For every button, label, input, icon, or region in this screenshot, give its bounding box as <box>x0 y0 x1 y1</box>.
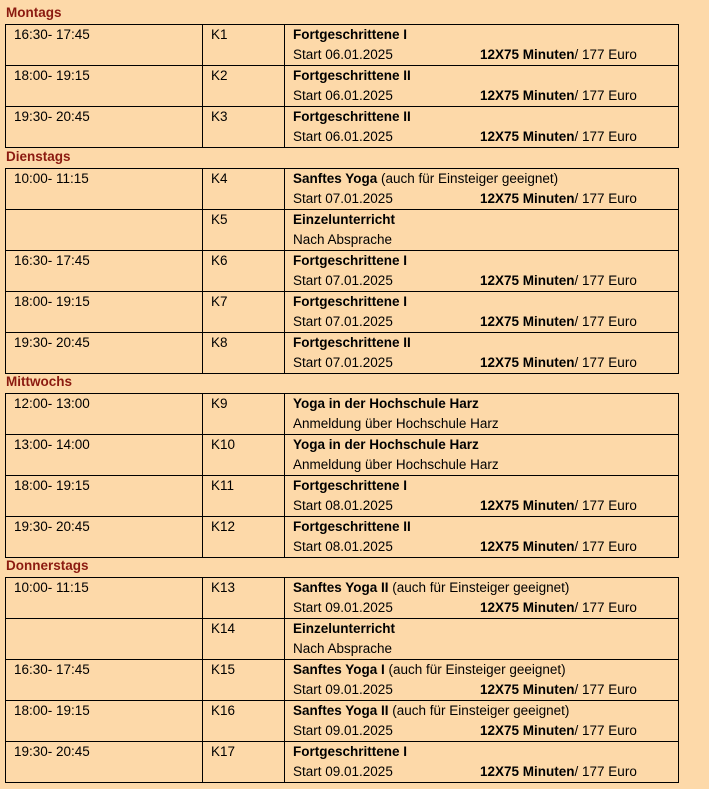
course-description-cell <box>285 517 679 558</box>
course-title-line <box>293 701 678 721</box>
course-price: / 177 Euro <box>574 682 637 697</box>
course-note: (auch für Einsteiger geeignet) <box>388 703 570 718</box>
course-code-cell: K4 <box>203 169 285 210</box>
table-row <box>6 210 679 251</box>
table-row <box>6 701 679 742</box>
course-duration: 12X75 Minuten <box>480 355 575 370</box>
time-cell: 12:00- 13:00 <box>6 394 203 435</box>
course-duration: 12X75 Minuten <box>480 314 575 329</box>
course-sub-line <box>293 537 678 557</box>
course-start: Anmeldung über Hochschule Harz <box>293 416 499 431</box>
time-cell: 19:30- 20:45 <box>6 742 203 783</box>
course-title: Fortgeschrittene I <box>293 744 408 759</box>
course-title: Fortgeschrittene I <box>293 27 408 42</box>
course-start: Anmeldung über Hochschule Harz <box>293 457 499 472</box>
course-description-cell <box>285 742 679 783</box>
course-description-cell <box>285 578 679 619</box>
time-cell <box>6 619 203 660</box>
course-title: Yoga in der Hochschule Harz <box>293 437 479 452</box>
course-description-cell <box>285 619 679 660</box>
table-row <box>6 476 679 517</box>
course-title-line <box>293 742 678 762</box>
course-start: Start 08.01.2025 <box>293 539 393 554</box>
table-row <box>6 25 679 66</box>
day-heading: Montags <box>6 5 62 20</box>
course-title-line <box>293 107 678 127</box>
course-code-cell: K3 <box>203 107 285 148</box>
course-note: (auch für Einsteiger geeignet) <box>384 662 566 677</box>
course-sub-line <box>293 762 678 782</box>
course-code-cell: K5 <box>203 210 285 251</box>
course-duration-price <box>480 271 637 291</box>
course-price: / 177 Euro <box>574 539 637 554</box>
table-row <box>6 251 679 292</box>
course-note: (auch für Einsteiger geeignet) <box>377 171 559 186</box>
course-start: Start 07.01.2025 <box>293 191 393 206</box>
course-sub-line <box>293 721 678 741</box>
course-title: Fortgeschrittene I <box>293 478 408 493</box>
course-code-cell: K7 <box>203 292 285 333</box>
course-sub-line <box>293 496 678 516</box>
time-cell: 18:00- 19:15 <box>6 476 203 517</box>
course-description-cell <box>285 292 679 333</box>
course-title: Fortgeschrittene I <box>293 294 408 309</box>
course-title-line <box>293 66 678 86</box>
course-title: Fortgeschrittene II <box>293 335 411 350</box>
schedule-table <box>5 393 679 558</box>
course-sub-line <box>293 639 678 659</box>
course-title-line <box>293 517 678 537</box>
course-price: / 177 Euro <box>574 355 637 370</box>
course-start: Start 09.01.2025 <box>293 764 393 779</box>
table-row <box>6 66 679 107</box>
time-cell: 13:00- 14:00 <box>6 435 203 476</box>
time-cell: 18:00- 19:15 <box>6 701 203 742</box>
course-code-cell: K13 <box>203 578 285 619</box>
course-description-cell <box>285 701 679 742</box>
course-sub-line <box>293 414 678 434</box>
course-duration: 12X75 Minuten <box>480 191 575 206</box>
course-code-cell: K11 <box>203 476 285 517</box>
course-start: Start 09.01.2025 <box>293 682 393 697</box>
course-duration-price <box>480 496 637 516</box>
course-duration: 12X75 Minuten <box>480 600 575 615</box>
course-code-cell: K15 <box>203 660 285 701</box>
course-duration: 12X75 Minuten <box>480 88 575 103</box>
course-start: Start 06.01.2025 <box>293 88 393 103</box>
course-title-line <box>293 435 678 455</box>
course-title-line <box>293 25 678 45</box>
course-title-line <box>293 660 678 680</box>
course-title-line <box>293 578 678 598</box>
course-sub-line <box>293 189 678 209</box>
table-row <box>6 619 679 660</box>
course-price: / 177 Euro <box>574 600 637 615</box>
course-title-line <box>293 394 678 414</box>
time-cell: 10:00- 11:15 <box>6 169 203 210</box>
course-title: Einzelunterricht <box>293 212 396 227</box>
course-sub-line <box>293 271 678 291</box>
course-start: Start 06.01.2025 <box>293 47 393 62</box>
day-heading: Mittwochs <box>6 374 72 389</box>
course-code-cell: K8 <box>203 333 285 374</box>
course-title: Yoga in der Hochschule Harz <box>293 396 479 411</box>
course-title-line <box>293 169 678 189</box>
course-title-line <box>293 619 678 639</box>
course-duration: 12X75 Minuten <box>480 47 575 62</box>
course-duration: 12X75 Minuten <box>480 539 575 554</box>
course-sub-line <box>293 455 678 475</box>
course-code-cell: K17 <box>203 742 285 783</box>
table-row <box>6 333 679 374</box>
time-cell: 16:30- 17:45 <box>6 251 203 292</box>
course-duration-price <box>480 353 637 373</box>
time-cell: 19:30- 20:45 <box>6 517 203 558</box>
day-heading: Dienstags <box>6 149 71 164</box>
course-duration-price <box>480 598 637 618</box>
course-code-cell: K9 <box>203 394 285 435</box>
time-cell: 16:30- 17:45 <box>6 660 203 701</box>
course-duration: 12X75 Minuten <box>480 764 575 779</box>
course-price: / 177 Euro <box>574 314 637 329</box>
course-duration: 12X75 Minuten <box>480 498 575 513</box>
course-description-cell <box>285 333 679 374</box>
course-sub-line <box>293 86 678 106</box>
table-row <box>6 578 679 619</box>
course-price: / 177 Euro <box>574 764 637 779</box>
table-row <box>6 517 679 558</box>
course-duration: 12X75 Minuten <box>480 129 575 144</box>
course-start: Start 07.01.2025 <box>293 273 393 288</box>
course-description-cell <box>285 394 679 435</box>
schedule-table <box>5 24 679 148</box>
course-description-cell <box>285 210 679 251</box>
course-code-cell: K1 <box>203 25 285 66</box>
course-description-cell <box>285 435 679 476</box>
course-duration-price <box>480 721 637 741</box>
course-title-line <box>293 210 678 230</box>
course-title-line <box>293 476 678 496</box>
time-cell: 10:00- 11:15 <box>6 578 203 619</box>
course-duration-price <box>480 45 637 65</box>
course-duration-price <box>480 312 637 332</box>
course-sub-line <box>293 353 678 373</box>
course-title: Sanftes Yoga <box>293 171 378 186</box>
course-description-cell <box>285 25 679 66</box>
course-title: Einzelunterricht <box>293 621 396 636</box>
course-start: Start 07.01.2025 <box>293 314 393 329</box>
course-title: Sanftes Yoga II <box>293 580 389 595</box>
course-code-cell: K16 <box>203 701 285 742</box>
course-title: Fortgeschrittene II <box>293 519 411 534</box>
day-heading: Donnerstags <box>6 558 89 573</box>
course-duration: 12X75 Minuten <box>480 273 575 288</box>
course-sub-line <box>293 45 678 65</box>
course-duration-price <box>480 762 637 782</box>
table-row <box>6 292 679 333</box>
course-note: (auch für Einsteiger geeignet) <box>388 580 570 595</box>
course-duration-price <box>480 189 637 209</box>
course-start: Nach Absprache <box>293 232 393 247</box>
course-title: Fortgeschrittene II <box>293 109 411 124</box>
course-price: / 177 Euro <box>574 723 637 738</box>
course-code-cell: K14 <box>203 619 285 660</box>
course-description-cell <box>285 476 679 517</box>
time-cell: 18:00- 19:15 <box>6 66 203 107</box>
course-description-cell <box>285 251 679 292</box>
course-duration: 12X75 Minuten <box>480 723 575 738</box>
course-duration: 12X75 Minuten <box>480 682 575 697</box>
course-duration-price <box>480 537 637 557</box>
course-sub-line <box>293 230 678 250</box>
course-title: Fortgeschrittene I <box>293 253 408 268</box>
table-row <box>6 435 679 476</box>
schedule-table <box>5 168 679 374</box>
course-start: Start 06.01.2025 <box>293 129 393 144</box>
course-start: Nach Absprache <box>293 641 393 656</box>
course-sub-line <box>293 680 678 700</box>
course-code-cell: K2 <box>203 66 285 107</box>
course-code-cell: K6 <box>203 251 285 292</box>
course-duration-price <box>480 680 637 700</box>
course-start: Start 08.01.2025 <box>293 498 393 513</box>
course-description-cell <box>285 169 679 210</box>
course-code-cell: K10 <box>203 435 285 476</box>
time-cell <box>6 210 203 251</box>
course-title-line <box>293 333 678 353</box>
course-title: Sanftes Yoga I <box>293 662 385 677</box>
course-start: Start 09.01.2025 <box>293 723 393 738</box>
course-start: Start 09.01.2025 <box>293 600 393 615</box>
course-sub-line <box>293 312 678 332</box>
course-duration-price <box>480 127 637 147</box>
table-row <box>6 742 679 783</box>
course-description-cell <box>285 660 679 701</box>
course-duration-price <box>480 86 637 106</box>
course-title-line <box>293 292 678 312</box>
time-cell: 18:00- 19:15 <box>6 292 203 333</box>
table-row <box>6 660 679 701</box>
table-row <box>6 394 679 435</box>
time-cell: 19:30- 20:45 <box>6 333 203 374</box>
time-cell: 19:30- 20:45 <box>6 107 203 148</box>
course-title: Sanftes Yoga II <box>293 703 389 718</box>
table-row <box>6 169 679 210</box>
course-price: / 177 Euro <box>574 129 637 144</box>
course-sub-line <box>293 598 678 618</box>
table-row <box>6 107 679 148</box>
course-price: / 177 Euro <box>574 273 637 288</box>
course-description-cell <box>285 107 679 148</box>
time-cell: 16:30- 17:45 <box>6 25 203 66</box>
schedule-table <box>5 577 679 783</box>
course-title-line <box>293 251 678 271</box>
course-description-cell <box>285 66 679 107</box>
course-price: / 177 Euro <box>574 191 637 206</box>
course-price: / 177 Euro <box>574 88 637 103</box>
course-price: / 177 Euro <box>574 498 637 513</box>
course-sub-line <box>293 127 678 147</box>
course-code-cell: K12 <box>203 517 285 558</box>
course-start: Start 07.01.2025 <box>293 355 393 370</box>
course-price: / 177 Euro <box>574 47 637 62</box>
course-title: Fortgeschrittene II <box>293 68 411 83</box>
